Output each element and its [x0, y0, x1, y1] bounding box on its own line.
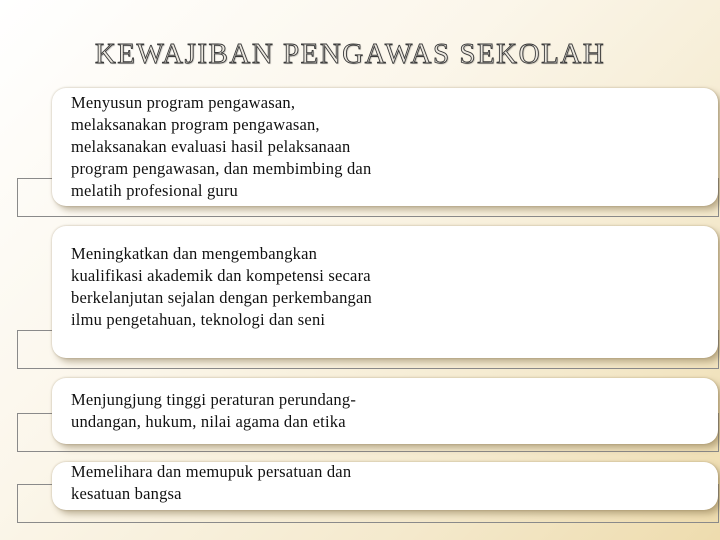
item-1-text: Menyusun program pengawasan, melaksanakan program pengawasan, melaksanakan evaluasi hasil pelaksanaan program pengawasan, dan membimbing dan melatih profesional guru	[71, 93, 372, 200]
item-3-text: Menjungjung tinggi peraturan perundang- undangan, hukum, nilai agama dan etika	[71, 390, 357, 431]
slide-title: KEWAJIBAN PENGAWAS SEKOLAH	[94, 38, 606, 70]
item-2-text: Meningkatkan dan mengembangkan kualifikasi akademik dan kompetensi secara berkelanjutan sejalan dengan perkembangan ilmu pengetahuan, teknologi dan seni	[71, 244, 372, 329]
item-4-text: Memelihara dan memupuk persatuan dan kesatuan bangsa	[71, 462, 352, 503]
